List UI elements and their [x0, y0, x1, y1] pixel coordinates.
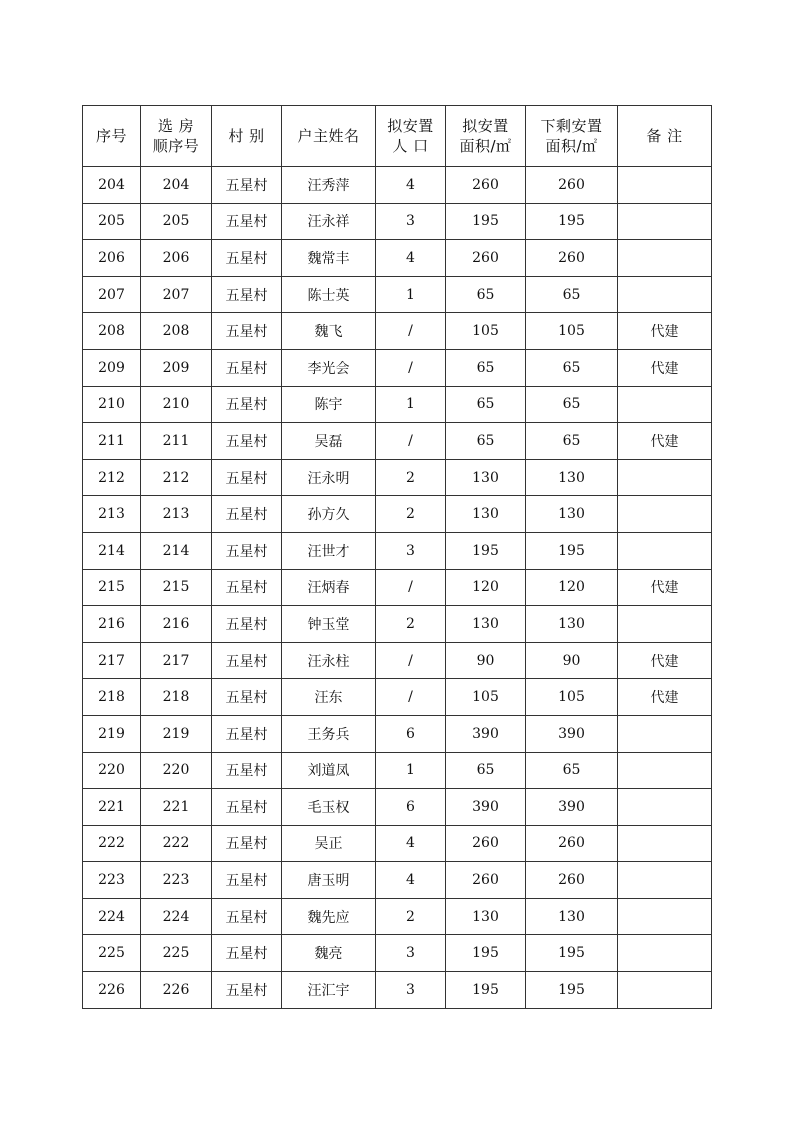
remarks-cell: [618, 752, 712, 789]
selection-order-cell: 216: [141, 606, 212, 643]
seq-cell: 223: [83, 862, 141, 899]
seq-cell: 208: [83, 313, 141, 350]
planned-population-cell: 1: [376, 276, 446, 313]
table-row: [83, 642, 712, 679]
remaining-area-cell: 390: [526, 715, 618, 752]
village-cell: 五星村: [212, 386, 282, 423]
table-row: [83, 752, 712, 789]
remaining-area-cell: 130: [526, 459, 618, 496]
remaining-area-cell: 195: [526, 972, 618, 1009]
village-cell: 五星村: [212, 935, 282, 972]
remaining-area-cell: 195: [526, 532, 618, 569]
selection-order-cell: 225: [141, 935, 212, 972]
table-row: [83, 569, 712, 606]
seq-cell: 226: [83, 972, 141, 1009]
header-selection-order: [141, 106, 212, 167]
remarks-cell: 代建: [618, 423, 712, 460]
planned-population-cell: 3: [376, 203, 446, 240]
seq-cell: 220: [83, 752, 141, 789]
householder-cell: 王务兵: [282, 715, 376, 752]
village-cell: 五星村: [212, 606, 282, 643]
remarks-cell: 代建: [618, 569, 712, 606]
selection-order-cell: 220: [141, 752, 212, 789]
planned-area-cell: 390: [446, 715, 526, 752]
planned-area-cell: 195: [446, 532, 526, 569]
remaining-area-cell: 65: [526, 752, 618, 789]
planned-population-cell: 3: [376, 972, 446, 1009]
remarks-cell: [618, 167, 712, 204]
selection-order-cell: 217: [141, 642, 212, 679]
planned-population-cell: /: [376, 349, 446, 386]
remarks-cell: [618, 532, 712, 569]
householder-cell: 魏先应: [282, 898, 376, 935]
remaining-area-cell: 260: [526, 240, 618, 277]
remaining-area-cell: 65: [526, 423, 618, 460]
householder-cell: 汪世才: [282, 532, 376, 569]
seq-cell: 210: [83, 386, 141, 423]
householder-cell: 陈宇: [282, 386, 376, 423]
table-body: [83, 167, 712, 1009]
header-line: 顺序号: [152, 137, 200, 155]
header-line: 下剩安置: [540, 117, 603, 135]
remaining-area-cell: 195: [526, 203, 618, 240]
seq-cell: 205: [83, 203, 141, 240]
remarks-cell: [618, 203, 712, 240]
selection-order-cell: 207: [141, 276, 212, 313]
seq-cell: 214: [83, 532, 141, 569]
seq-cell: 213: [83, 496, 141, 533]
table-row: [83, 606, 712, 643]
selection-order-cell: 226: [141, 972, 212, 1009]
seq-cell: 217: [83, 642, 141, 679]
remaining-area-cell: 65: [526, 276, 618, 313]
planned-population-cell: 1: [376, 752, 446, 789]
selection-order-cell: 214: [141, 532, 212, 569]
village-cell: 五星村: [212, 825, 282, 862]
planned-population-cell: 6: [376, 715, 446, 752]
remaining-area-cell: 390: [526, 789, 618, 826]
table-row: [83, 203, 712, 240]
header-line: 序号: [95, 127, 127, 145]
householder-cell: 魏亮: [282, 935, 376, 972]
seq-cell: 221: [83, 789, 141, 826]
householder-cell: 汪炳春: [282, 569, 376, 606]
selection-order-cell: 204: [141, 167, 212, 204]
planned-population-cell: 4: [376, 240, 446, 277]
table-row: [83, 898, 712, 935]
planned-population-cell: 2: [376, 898, 446, 935]
remarks-cell: [618, 789, 712, 826]
householder-cell: 唐玉明: [282, 862, 376, 899]
seq-cell: 224: [83, 898, 141, 935]
table-row: [83, 167, 712, 204]
header-line: 拟安置: [387, 117, 434, 135]
householder-cell: 吴磊: [282, 423, 376, 460]
selection-order-cell: 219: [141, 715, 212, 752]
remarks-cell: [618, 496, 712, 533]
village-cell: 五星村: [212, 679, 282, 716]
header-line: 拟安置: [462, 117, 509, 135]
header-householder: [282, 106, 376, 167]
header-planned-population: [376, 106, 446, 167]
table-row: [83, 679, 712, 716]
table-row: [83, 240, 712, 277]
header-row: [83, 106, 712, 167]
selection-order-cell: 208: [141, 313, 212, 350]
planned-area-cell: 130: [446, 898, 526, 935]
planned-area-cell: 130: [446, 606, 526, 643]
planned-population-cell: 3: [376, 935, 446, 972]
remaining-area-cell: 105: [526, 679, 618, 716]
householder-cell: 汪永明: [282, 459, 376, 496]
selection-order-cell: 223: [141, 862, 212, 899]
header-remarks: [618, 106, 712, 167]
householder-cell: 吴正: [282, 825, 376, 862]
householder-cell: 汪永祥: [282, 203, 376, 240]
remaining-area-cell: 260: [526, 862, 618, 899]
seq-cell: 209: [83, 349, 141, 386]
table-row: [83, 496, 712, 533]
resettlement-table: [82, 105, 712, 1009]
table-row: [83, 459, 712, 496]
header-line: 户主姓名: [297, 127, 360, 145]
householder-cell: 孙方久: [282, 496, 376, 533]
village-cell: 五星村: [212, 276, 282, 313]
seq-cell: 225: [83, 935, 141, 972]
header-line: 选 房: [157, 117, 195, 135]
planned-population-cell: 1: [376, 386, 446, 423]
householder-cell: 汪东: [282, 679, 376, 716]
seq-cell: 219: [83, 715, 141, 752]
header-line: 面积/㎡: [459, 137, 512, 155]
seq-cell: 218: [83, 679, 141, 716]
planned-area-cell: 195: [446, 935, 526, 972]
table-row: [83, 423, 712, 460]
planned-population-cell: 2: [376, 606, 446, 643]
seq-cell: 211: [83, 423, 141, 460]
village-cell: 五星村: [212, 789, 282, 826]
header-seq: [83, 106, 141, 167]
householder-cell: 李光会: [282, 349, 376, 386]
planned-area-cell: 390: [446, 789, 526, 826]
planned-area-cell: 260: [446, 167, 526, 204]
remarks-cell: [618, 276, 712, 313]
planned-area-cell: 65: [446, 423, 526, 460]
remarks-cell: [618, 898, 712, 935]
remaining-area-cell: 260: [526, 825, 618, 862]
table-row: [83, 386, 712, 423]
header-remaining-area: [526, 106, 618, 167]
planned-area-cell: 105: [446, 679, 526, 716]
householder-cell: 魏飞: [282, 313, 376, 350]
village-cell: 五星村: [212, 240, 282, 277]
selection-order-cell: 205: [141, 203, 212, 240]
planned-population-cell: 4: [376, 862, 446, 899]
planned-area-cell: 65: [446, 276, 526, 313]
village-cell: 五星村: [212, 752, 282, 789]
planned-area-cell: 260: [446, 862, 526, 899]
table-row: [83, 825, 712, 862]
remarks-cell: [618, 862, 712, 899]
remarks-cell: [618, 606, 712, 643]
planned-area-cell: 65: [446, 752, 526, 789]
village-cell: 五星村: [212, 532, 282, 569]
remaining-area-cell: 130: [526, 898, 618, 935]
planned-area-cell: 260: [446, 825, 526, 862]
remaining-area-cell: 105: [526, 313, 618, 350]
planned-area-cell: 130: [446, 496, 526, 533]
remaining-area-cell: 90: [526, 642, 618, 679]
planned-population-cell: /: [376, 313, 446, 350]
selection-order-cell: 212: [141, 459, 212, 496]
remarks-cell: [618, 715, 712, 752]
remarks-cell: 代建: [618, 679, 712, 716]
remaining-area-cell: 260: [526, 167, 618, 204]
table-row: [83, 862, 712, 899]
planned-population-cell: /: [376, 679, 446, 716]
planned-population-cell: 4: [376, 167, 446, 204]
village-cell: 五星村: [212, 167, 282, 204]
header-village: [212, 106, 282, 167]
planned-population-cell: /: [376, 423, 446, 460]
selection-order-cell: 206: [141, 240, 212, 277]
seq-cell: 216: [83, 606, 141, 643]
village-cell: 五星村: [212, 496, 282, 533]
remarks-cell: 代建: [618, 349, 712, 386]
planned-population-cell: 2: [376, 459, 446, 496]
selection-order-cell: 210: [141, 386, 212, 423]
selection-order-cell: 222: [141, 825, 212, 862]
village-cell: 五星村: [212, 423, 282, 460]
planned-area-cell: 260: [446, 240, 526, 277]
remaining-area-cell: 120: [526, 569, 618, 606]
selection-order-cell: 218: [141, 679, 212, 716]
planned-population-cell: 3: [376, 532, 446, 569]
village-cell: 五星村: [212, 642, 282, 679]
village-cell: 五星村: [212, 898, 282, 935]
remaining-area-cell: 130: [526, 496, 618, 533]
remarks-cell: 代建: [618, 642, 712, 679]
seq-cell: 222: [83, 825, 141, 862]
header-line: 人 口: [392, 137, 429, 155]
village-cell: 五星村: [212, 862, 282, 899]
remarks-cell: [618, 935, 712, 972]
seq-cell: 204: [83, 167, 141, 204]
village-cell: 五星村: [212, 715, 282, 752]
remarks-cell: [618, 386, 712, 423]
householder-cell: 魏常丰: [282, 240, 376, 277]
seq-cell: 207: [83, 276, 141, 313]
seq-cell: 215: [83, 569, 141, 606]
village-cell: 五星村: [212, 313, 282, 350]
table-row: [83, 715, 712, 752]
table-row: [83, 972, 712, 1009]
planned-area-cell: 90: [446, 642, 526, 679]
table-row: [83, 349, 712, 386]
remaining-area-cell: 65: [526, 386, 618, 423]
selection-order-cell: 211: [141, 423, 212, 460]
selection-order-cell: 213: [141, 496, 212, 533]
village-cell: 五星村: [212, 203, 282, 240]
householder-cell: 汪汇宇: [282, 972, 376, 1009]
header-planned-area: [446, 106, 526, 167]
village-cell: 五星村: [212, 569, 282, 606]
planned-area-cell: 105: [446, 313, 526, 350]
householder-cell: 汪秀萍: [282, 167, 376, 204]
seq-cell: 206: [83, 240, 141, 277]
selection-order-cell: 221: [141, 789, 212, 826]
planned-area-cell: 195: [446, 972, 526, 1009]
remarks-cell: 代建: [618, 313, 712, 350]
table-row: [83, 276, 712, 313]
header-line: 备 注: [646, 127, 683, 145]
remaining-area-cell: 195: [526, 935, 618, 972]
remarks-cell: [618, 972, 712, 1009]
planned-area-cell: 65: [446, 349, 526, 386]
selection-order-cell: 215: [141, 569, 212, 606]
planned-area-cell: 65: [446, 386, 526, 423]
planned-area-cell: 120: [446, 569, 526, 606]
planned-area-cell: 130: [446, 459, 526, 496]
table-row: [83, 935, 712, 972]
remarks-cell: [618, 459, 712, 496]
table-row: [83, 532, 712, 569]
householder-cell: 毛玉权: [282, 789, 376, 826]
header-line: 村 别: [228, 127, 265, 145]
remarks-cell: [618, 240, 712, 277]
householder-cell: 钟玉堂: [282, 606, 376, 643]
householder-cell: 刘道凤: [282, 752, 376, 789]
selection-order-cell: 209: [141, 349, 212, 386]
planned-population-cell: 4: [376, 825, 446, 862]
planned-population-cell: /: [376, 642, 446, 679]
planned-population-cell: 2: [376, 496, 446, 533]
table-row: [83, 789, 712, 826]
selection-order-cell: 224: [141, 898, 212, 935]
householder-cell: 汪永柱: [282, 642, 376, 679]
header-line: 面积/㎡: [545, 137, 598, 155]
seq-cell: 212: [83, 459, 141, 496]
planned-population-cell: 6: [376, 789, 446, 826]
table-row: [83, 313, 712, 350]
village-cell: 五星村: [212, 349, 282, 386]
householder-cell: 陈士英: [282, 276, 376, 313]
planned-population-cell: /: [376, 569, 446, 606]
planned-area-cell: 195: [446, 203, 526, 240]
village-cell: 五星村: [212, 972, 282, 1009]
remarks-cell: [618, 825, 712, 862]
remaining-area-cell: 130: [526, 606, 618, 643]
village-cell: 五星村: [212, 459, 282, 496]
remaining-area-cell: 65: [526, 349, 618, 386]
